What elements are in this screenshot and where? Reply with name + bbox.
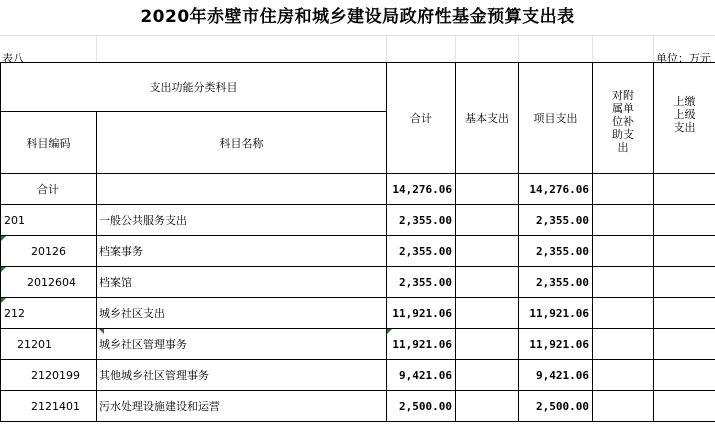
gridline bbox=[0, 35, 715, 36]
header-upper: 上缴上级支出 bbox=[654, 63, 715, 174]
table-label: 表八 bbox=[2, 52, 24, 65]
row-subsidy bbox=[593, 205, 654, 236]
row-project: 2,355.00 bbox=[519, 236, 593, 267]
error-indicator-icon bbox=[1, 298, 6, 303]
row-upper bbox=[654, 391, 715, 422]
row-code: 2120199 bbox=[1, 360, 97, 391]
table-row bbox=[1, 391, 715, 422]
row-upper bbox=[654, 267, 715, 298]
row-total: 2,500.00 bbox=[387, 391, 456, 422]
row-code bbox=[1, 236, 97, 267]
table-row bbox=[1, 174, 715, 205]
row-basic bbox=[456, 298, 519, 329]
row-total-text: 11,921.06 bbox=[392, 337, 452, 351]
row-code: 21201 bbox=[1, 329, 97, 360]
row-name bbox=[97, 174, 387, 205]
row-code bbox=[1, 298, 97, 329]
row-upper bbox=[654, 298, 715, 329]
row-upper bbox=[654, 236, 715, 267]
row-basic bbox=[456, 360, 519, 391]
row-name: 城乡社区支出 bbox=[97, 298, 387, 329]
header-category: 支出功能分类科目 bbox=[1, 63, 387, 112]
row-project: 9,421.06 bbox=[519, 360, 593, 391]
unit-label: 单位：万元 bbox=[656, 52, 711, 65]
row-code-text: 20126 bbox=[31, 244, 66, 258]
row-subsidy bbox=[593, 391, 654, 422]
row-code-text: 2012604 bbox=[27, 275, 76, 289]
spreadsheet-gridlines bbox=[0, 35, 715, 63]
row-total: 9,421.06 bbox=[387, 360, 456, 391]
row-basic bbox=[456, 329, 519, 360]
row-name: 一般公共服务支出 bbox=[97, 205, 387, 236]
row-code bbox=[1, 267, 97, 298]
row-upper bbox=[654, 174, 715, 205]
row-upper bbox=[654, 360, 715, 391]
row-project: 2,355.00 bbox=[519, 267, 593, 298]
header-basic: 基本支出 bbox=[456, 63, 519, 174]
row-basic bbox=[456, 267, 519, 298]
header-project: 项目支出 bbox=[519, 63, 593, 174]
row-project: 2,355.00 bbox=[519, 205, 593, 236]
row-upper bbox=[654, 329, 715, 360]
header-code: 科目编码 bbox=[1, 112, 97, 174]
row-total: 2,355.00 bbox=[387, 267, 456, 298]
table-row bbox=[1, 360, 715, 391]
table-row bbox=[1, 205, 715, 236]
row-subsidy bbox=[593, 236, 654, 267]
error-indicator-icon bbox=[1, 236, 6, 241]
row-project: 14,276.06 bbox=[519, 174, 593, 205]
row-name bbox=[97, 329, 387, 360]
row-code: 2121401 bbox=[1, 391, 97, 422]
row-name: 档案事务 bbox=[97, 236, 387, 267]
row-upper bbox=[654, 205, 715, 236]
error-indicator-icon bbox=[1, 267, 6, 272]
row-subsidy bbox=[593, 360, 654, 391]
row-name: 档案馆 bbox=[97, 267, 387, 298]
row-subsidy bbox=[593, 174, 654, 205]
header-subsidy: 对附属单位补助支出 bbox=[593, 63, 654, 174]
row-total bbox=[387, 329, 456, 360]
row-total: 2,355.00 bbox=[387, 236, 456, 267]
table-row bbox=[1, 329, 715, 360]
row-total: 11,921.06 bbox=[387, 298, 456, 329]
row-subsidy bbox=[593, 267, 654, 298]
table-row bbox=[1, 298, 715, 329]
row-subsidy bbox=[593, 329, 654, 360]
row-total: 14,276.06 bbox=[387, 174, 456, 205]
row-name: 污水处理设施建设和运营 bbox=[97, 391, 387, 422]
budget-table bbox=[0, 62, 715, 422]
header-name: 科目名称 bbox=[97, 112, 387, 174]
row-subsidy bbox=[593, 298, 654, 329]
row-basic bbox=[456, 205, 519, 236]
row-basic bbox=[456, 174, 519, 205]
row-code: 合计 bbox=[1, 174, 97, 205]
header-total: 合计 bbox=[387, 63, 456, 174]
table-row bbox=[1, 267, 715, 298]
row-code-text: 212 bbox=[4, 306, 25, 320]
row-project: 2,500.00 bbox=[519, 391, 593, 422]
row-name: 其他城乡社区管理事务 bbox=[97, 360, 387, 391]
row-total: 2,355.00 bbox=[387, 205, 456, 236]
error-indicator-icon bbox=[387, 329, 392, 334]
row-project: 11,921.06 bbox=[519, 329, 593, 360]
table-row bbox=[1, 236, 715, 267]
row-project: 11,921.06 bbox=[519, 298, 593, 329]
page-title: 2020年赤壁市住房和城乡建设局政府性基金预算支出表 bbox=[140, 7, 575, 27]
row-code: 201 bbox=[1, 205, 97, 236]
row-basic bbox=[456, 391, 519, 422]
row-name-text: 城乡社区管理事务 bbox=[99, 338, 187, 351]
error-indicator-icon bbox=[99, 329, 104, 334]
row-basic bbox=[456, 236, 519, 267]
